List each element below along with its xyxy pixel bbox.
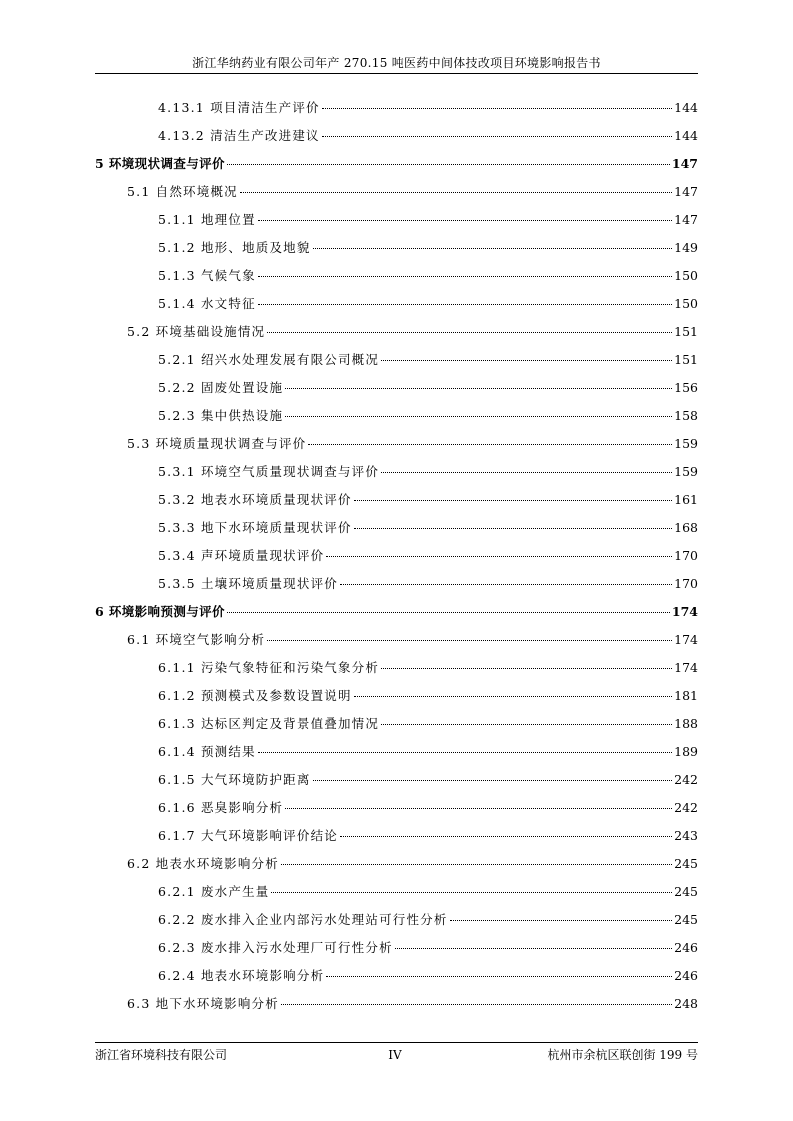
toc-entry-title: 4.13.1 项目清洁生产评价: [158, 100, 320, 115]
toc-entry-title: 5.3.2 地表水环境质量现状评价: [158, 492, 352, 507]
toc-entry-title: 5.3.5 土壤环境质量现状评价: [158, 576, 338, 591]
toc-entry-title: 5.2.1 绍兴水处理发展有限公司概况: [158, 352, 380, 367]
toc-entry[interactable]: [158, 210, 698, 230]
toc-entry-title: 5.1.2 地形、地质及地貌: [158, 240, 311, 255]
toc-entry[interactable]: [158, 378, 698, 398]
toc-dot-leader: [381, 360, 672, 361]
toc-entry[interactable]: [158, 882, 698, 902]
toc-entry[interactable]: [127, 434, 698, 454]
toc-entry-title: 6 环境影响预测与评价: [95, 604, 225, 619]
toc-entry[interactable]: [158, 238, 698, 258]
toc-entry-title: 6.1.5 大气环境防护距离: [158, 772, 311, 787]
toc-dot-leader: [227, 164, 670, 165]
toc-entry-page: 149: [674, 240, 698, 255]
toc-dot-leader: [281, 864, 672, 865]
toc-entry[interactable]: [158, 406, 698, 426]
toc-entry-title: 5.1.1 地理位置: [158, 212, 256, 227]
toc-entry[interactable]: [158, 714, 698, 734]
toc-dot-leader: [326, 556, 672, 557]
toc-entry-page: 144: [674, 128, 698, 143]
toc-entry[interactable]: [158, 294, 698, 314]
toc-entry-title: 5.3 环境质量现状调查与评价: [127, 436, 307, 451]
toc-entry-page: 245: [674, 856, 698, 871]
toc-entry-title: 6.2.4 地表水环境影响分析: [158, 968, 325, 983]
toc-entry[interactable]: [158, 126, 698, 146]
toc-entry-page: 170: [674, 576, 698, 591]
toc-entry-page: 150: [674, 296, 698, 311]
header-rule: [95, 73, 698, 74]
toc-entry[interactable]: [127, 854, 698, 874]
toc-entry-title: 5 环境现状调查与评价: [95, 156, 225, 171]
toc-dot-leader: [381, 472, 672, 473]
toc-dot-leader: [285, 808, 672, 809]
toc-entry[interactable]: [158, 462, 698, 482]
toc-entry[interactable]: [158, 658, 698, 678]
toc-dot-leader: [340, 836, 672, 837]
toc-dot-leader: [308, 444, 672, 445]
toc-dot-leader: [258, 276, 672, 277]
toc-dot-leader: [258, 304, 672, 305]
toc-entry[interactable]: [127, 322, 698, 342]
toc-entry[interactable]: [127, 994, 698, 1014]
toc-dot-leader: [267, 640, 672, 641]
toc-entry-title: 4.13.2 清洁生产改进建议: [158, 128, 320, 143]
toc-entry[interactable]: [158, 742, 698, 762]
toc-entry-title: 6.2.3 废水排入污水处理厂可行性分析: [158, 940, 393, 955]
toc-entry[interactable]: [158, 826, 698, 846]
toc-entry-page: 174: [674, 660, 698, 675]
toc-entry-title: 5.3.4 声环境质量现状评价: [158, 548, 325, 563]
toc-entry-page: 188: [674, 716, 698, 731]
toc-entry-title: 6.1.7 大气环境影响评价结论: [158, 828, 338, 843]
toc-entry-page: 147: [674, 212, 698, 227]
toc-entry[interactable]: [158, 574, 698, 594]
toc-dot-leader: [322, 108, 672, 109]
toc-dot-leader: [381, 668, 672, 669]
toc-entry[interactable]: [158, 490, 698, 510]
toc-entry[interactable]: [158, 350, 698, 370]
toc-entry-page: 151: [674, 352, 698, 367]
toc-entry-page: 150: [674, 268, 698, 283]
toc-entry-page: 246: [674, 940, 698, 955]
toc-entry[interactable]: [158, 770, 698, 790]
toc-dot-leader: [340, 584, 672, 585]
footer-rule: [95, 1042, 698, 1043]
toc-entry-title: 6.1 环境空气影响分析: [127, 632, 266, 647]
toc-entry-page: 144: [674, 100, 698, 115]
page-header: 浙江华纳药业有限公司年产 270.15 吨医药中间体技改项目环境影响报告书: [192, 56, 601, 70]
toc-entry-title: 6.1.2 预测模式及参数设置说明: [158, 688, 352, 703]
toc-dot-leader: [354, 528, 672, 529]
toc-dot-leader: [240, 192, 672, 193]
toc-entry-page: 159: [674, 436, 698, 451]
toc-entry-page: 159: [674, 464, 698, 479]
toc-dot-leader: [450, 920, 673, 921]
toc-entry[interactable]: [158, 546, 698, 566]
toc-dot-leader: [227, 612, 670, 613]
toc-entry[interactable]: [95, 602, 698, 622]
toc-entry-page: 242: [674, 772, 698, 787]
toc-entry[interactable]: [158, 910, 698, 930]
toc-dot-leader: [285, 388, 672, 389]
toc-entry-title: 5.3.1 环境空气质量现状调查与评价: [158, 464, 380, 479]
toc-dot-leader: [326, 976, 672, 977]
toc-entry-title: 5.2.2 固废处置设施: [158, 380, 284, 395]
toc-entry-page: 168: [674, 520, 698, 535]
toc-dot-leader: [281, 1004, 672, 1005]
toc-entry-title: 5.1 自然环境概况: [127, 184, 238, 199]
toc-entry[interactable]: [158, 798, 698, 818]
toc-dot-leader: [258, 220, 672, 221]
toc-entry-page: 158: [674, 408, 698, 423]
toc-entry-page: 245: [674, 884, 698, 899]
toc-dot-leader: [354, 696, 672, 697]
toc-entry[interactable]: [127, 630, 698, 650]
toc-entry-page: 242: [674, 800, 698, 815]
toc-dot-leader: [285, 416, 672, 417]
toc-entry-page: 151: [674, 324, 698, 339]
toc-entry-title: 5.1.3 气候气象: [158, 268, 256, 283]
toc-entry[interactable]: [158, 938, 698, 958]
toc-entry-title: 5.2.3 集中供热设施: [158, 408, 284, 423]
toc-entry[interactable]: [158, 966, 698, 986]
toc-entry-title: 6.1.6 恶臭影响分析: [158, 800, 284, 815]
toc-entry[interactable]: [158, 686, 698, 706]
toc-entry-page: 248: [674, 996, 698, 1011]
toc-entry-page: 189: [674, 744, 698, 759]
toc-entry-page: 147: [674, 184, 698, 199]
toc-entry-page: 170: [674, 548, 698, 563]
toc-entry[interactable]: [158, 266, 698, 286]
toc-entry-title: 6.1.3 达标区判定及背景值叠加情况: [158, 716, 380, 731]
footer-address: 杭州市余杭区联创街 199 号: [547, 1048, 698, 1062]
toc-entry-title: 6.1.4 预测结果: [158, 744, 256, 759]
toc-entry-page: 174: [671, 604, 698, 619]
toc-entry-page: 156: [674, 380, 698, 395]
toc-dot-leader: [313, 780, 673, 781]
toc-entry-page: 181: [674, 688, 698, 703]
toc-dot-leader: [322, 136, 672, 137]
toc-entry[interactable]: [158, 98, 698, 118]
toc-entry[interactable]: [127, 182, 698, 202]
toc-dot-leader: [271, 892, 672, 893]
toc-dot-leader: [313, 248, 673, 249]
toc-entry-title: 6.2.1 废水产生量: [158, 884, 270, 899]
toc-dot-leader: [258, 752, 672, 753]
footer-page-number: IV: [388, 1048, 402, 1062]
toc-entry-title: 6.2.2 废水排入企业内部污水处理站可行性分析: [158, 912, 448, 927]
toc-entry-page: 174: [674, 632, 698, 647]
toc-entry-page: 243: [674, 828, 698, 843]
toc-dot-leader: [395, 948, 672, 949]
toc-entry-title: 5.2 环境基础设施情况: [127, 324, 266, 339]
toc-entry-page: 246: [674, 968, 698, 983]
toc-entry-page: 147: [671, 156, 698, 171]
toc-entry-title: 6.3 地下水环境影响分析: [127, 996, 279, 1011]
toc-entry-title: 6.1.1 污染气象特征和污染气象分析: [158, 660, 380, 675]
toc-entry-page: 161: [674, 492, 698, 507]
footer-company: 浙江省环境科技有限公司: [95, 1048, 228, 1062]
toc-dot-leader: [381, 724, 672, 725]
toc-entry-title: 5.1.4 水文特征: [158, 296, 256, 311]
toc-entry-title: 6.2 地表水环境影响分析: [127, 856, 279, 871]
toc-dot-leader: [354, 500, 672, 501]
toc-entry[interactable]: [95, 154, 698, 174]
toc-entry-title: 5.3.3 地下水环境质量现状评价: [158, 520, 352, 535]
toc-entry-page: 245: [674, 912, 698, 927]
toc-entry[interactable]: [158, 518, 698, 538]
toc-dot-leader: [267, 332, 672, 333]
